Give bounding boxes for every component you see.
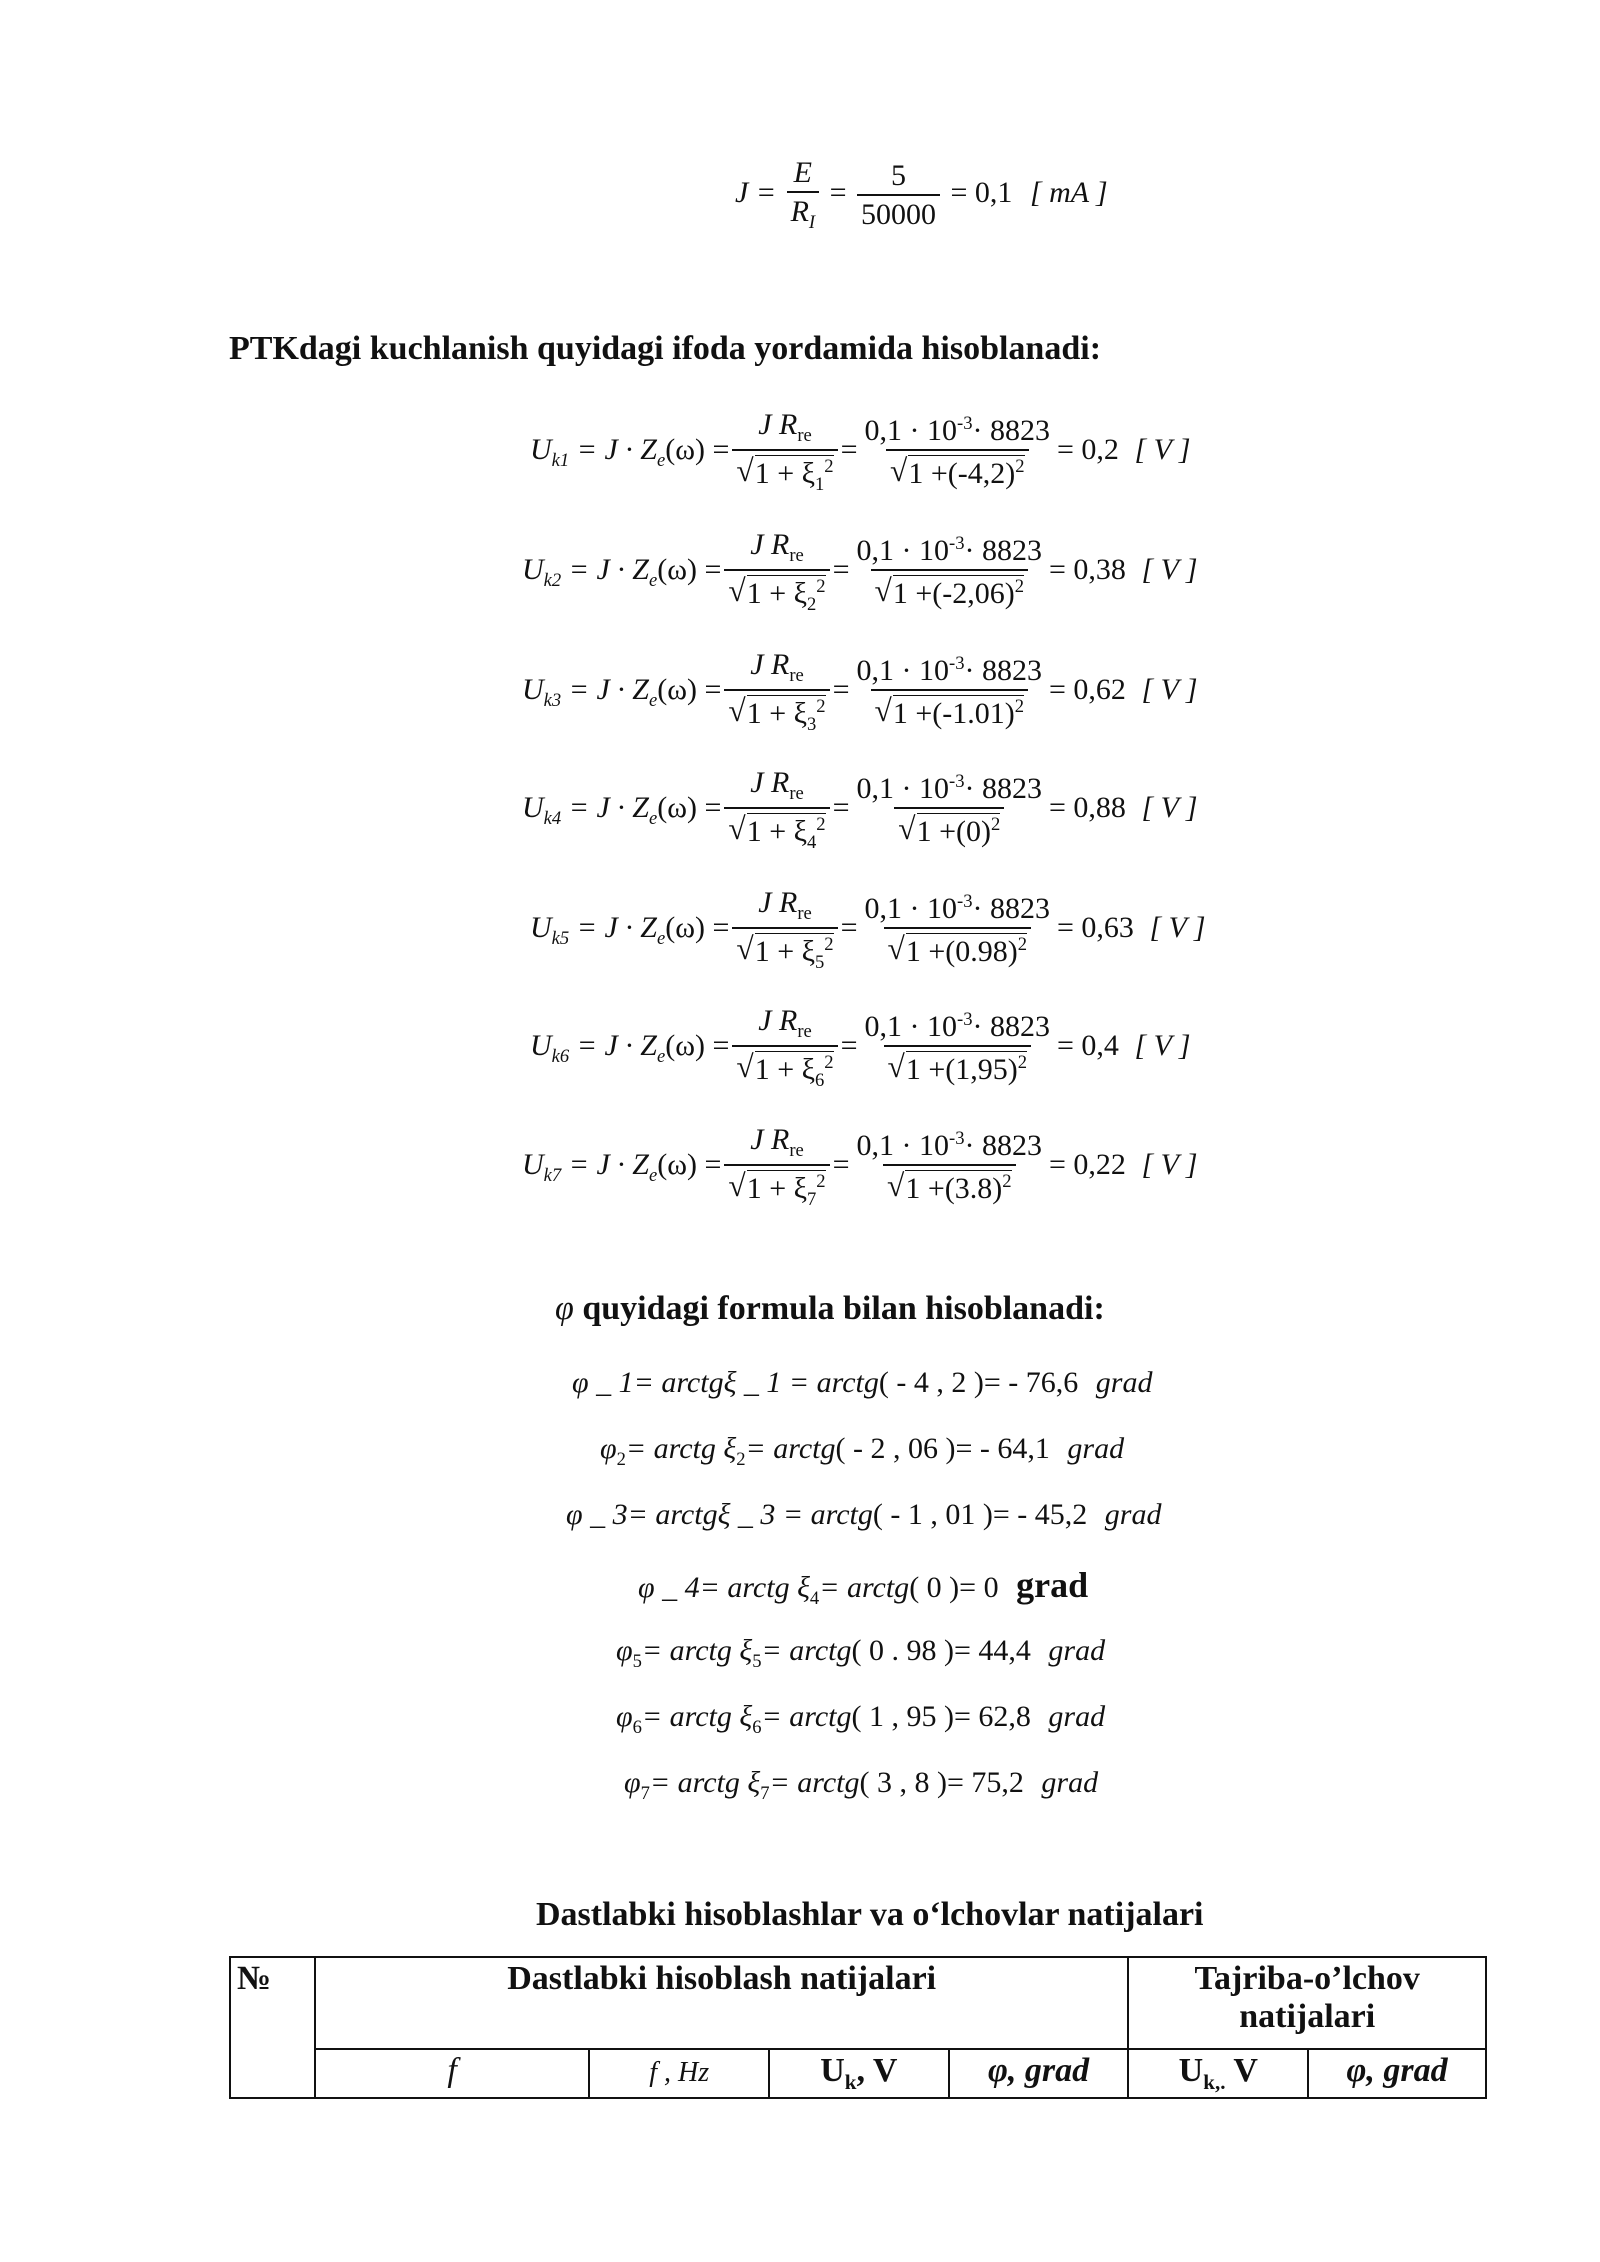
- results-table: [229, 1956, 1487, 2099]
- phi-formula-4: φ _ 4= arctg $\xi_4=$ arctg( 0 )= 0 grad: [638, 1565, 1089, 1609]
- uk-lhs: $U_{k2}$: [522, 552, 562, 591]
- phi-result: = 75,2: [946, 1766, 1024, 1799]
- phi-result: = 62,8: [953, 1700, 1031, 1733]
- phi2-grad-header: φ, grad: [1308, 2049, 1486, 2098]
- uk-frac2: $0,1 \cdot 10^{-3}\cdot 8823$ √ $1 +(0)^2$: [856, 771, 1043, 849]
- heading-phi: φ quyidagi formula bilan hisoblanadi:: [555, 1290, 1105, 1327]
- group1-header: Dastlabki hisoblash natijalari: [315, 1957, 1129, 2049]
- phi-symbol: φ: [555, 1290, 574, 1327]
- uk-unit: [ V ]: [1141, 790, 1198, 824]
- uk-frac2: $0,1 \cdot 10^{-3}\cdot 8823$ √ $1 +(0.98)^2$: [864, 891, 1051, 969]
- sqrt-icon: √: [728, 572, 746, 608]
- uk-unit: [ V ]: [1149, 910, 1206, 944]
- sqrt-icon: √: [887, 1168, 905, 1204]
- sqrt-icon: √: [898, 811, 916, 847]
- sqrt-icon: √: [736, 930, 754, 966]
- phi-grad-header: φ, grad: [949, 2049, 1129, 2098]
- uk-formula-3: $U_{k3} = J \cdot Z_e(\omega)$ = J $R_{re}$ √ $1 + \xi_3^2$ = $0,1 \cdot 10^{-3}\cdot 8823$ √ $1 +(-1.01)^2$ = 0,62 [ V ]: [522, 648, 1198, 735]
- uk-result: = 0,88: [1049, 790, 1126, 824]
- uk-frac2: $0,1 \cdot 10^{-3}\cdot 8823$ √ $1 +(-1.01)^2$: [856, 653, 1043, 731]
- uk-lhs: $U_{k6}$: [530, 1028, 570, 1067]
- uk-header: $U_k$, V: [769, 2049, 949, 2098]
- phi-unit: grad: [1016, 1565, 1089, 1605]
- uk-lhs: $U_{k5}$: [530, 910, 570, 949]
- uk-formula-7: $U_{k7} = J \cdot Z_e(\omega)$ = J $R_{re}$ √ $1 + \xi_7^2$ = $0,1 \cdot 10^{-3}\cdot 8823$ √ $1 +(3.8)^2$ = 0,22 [ V ]: [522, 1123, 1198, 1210]
- table-title: Dastlabki hisoblashlar va o‘lchovlar natijalari: [536, 1896, 1204, 1933]
- phi-result: = 0: [959, 1571, 999, 1604]
- phi-formula-3: φ _ 3= arctgξ _ 3 = arctg( - 1 , 01 )= - 45,2 grad: [566, 1498, 1162, 1531]
- uk-formula-6: $U_{k6} = J \cdot Z_e(\omega)$ = J $R_{re}$ √ $1 + \xi_6^2$ = $0,1 \cdot 10^{-3}\cdot 8823$ √ $1 +(1,95)^2$ = 0,4 [ V ]: [530, 1004, 1191, 1091]
- uk-frac1: J $R_{re}$ √ $1 + \xi_1^2$: [732, 410, 837, 494]
- phi-formula-7: $\varphi_7=$ arctg $\xi_7=$ arctg( 3 , 8 )= 75,2 grad: [624, 1766, 1099, 1804]
- uk-result: = 0,38: [1049, 552, 1126, 586]
- sqrt-icon: √: [890, 453, 908, 489]
- table-subheader-row: [230, 2049, 1486, 2098]
- uk-frac2: $0,1 \cdot 10^{-3}\cdot 8823$ √ $1 +(3.8)^2$: [856, 1128, 1043, 1206]
- uk-unit: [ V ]: [1141, 1147, 1198, 1181]
- phi-formula-6: $\varphi_6=$ arctg $\xi_6=$ arctg( 1 , 95 )= 62,8 grad: [616, 1700, 1106, 1738]
- f-header: f: [315, 2049, 589, 2098]
- phi-formula-2: $\varphi_2=$ arctg $\xi_2=$ arctg( - 2 , 06 )= - 64,1 grad: [600, 1432, 1125, 1470]
- phi-unit: grad: [1048, 1634, 1106, 1667]
- group2-header: Tajriba-o’lchov natijalari: [1128, 1957, 1486, 2049]
- sqrt-icon: √: [874, 693, 892, 729]
- uk-lhs: $U_{k4}$: [522, 790, 562, 829]
- uk-frac2: $0,1 \cdot 10^{-3}\cdot 8823$ √ $1 +(1,95)^2$: [864, 1009, 1051, 1087]
- uk-unit: [ V ]: [1134, 432, 1191, 466]
- heading-voltage: PTKdagi kuchlanish quyidagi ifoda yordamida hisoblanadi:: [229, 330, 1102, 367]
- uk-unit: [ V ]: [1141, 552, 1198, 586]
- formula-j-frac1: $\frac{E}{R_I}$: [787, 158, 820, 233]
- uk-result: = 0,63: [1057, 910, 1134, 944]
- phi-unit: grad: [1067, 1432, 1125, 1465]
- sqrt-icon: √: [736, 1048, 754, 1084]
- phi-formula-5: $\varphi_5=$ arctg $\xi_5=$ arctg( 0 . 98 )= 44,4 grad: [616, 1634, 1106, 1672]
- uk-frac1: J $R_{re}$ √ $1 + \xi_7^2$: [724, 1125, 829, 1209]
- formula-j-lhs: J =: [735, 176, 777, 210]
- uk-frac1: J $R_{re}$ √ $1 + \xi_2^2$: [724, 530, 829, 614]
- formula-j-unit: [ mA ]: [1029, 176, 1108, 210]
- phi-unit: grad: [1048, 1700, 1106, 1733]
- uk-lhs: $U_{k3}$: [522, 672, 562, 711]
- uk-unit: [ V ]: [1141, 672, 1198, 706]
- formula-j: J = $\frac{E}{R_I}$ = $\frac{5}{50000}$ = 0,1 [ mA ]: [735, 156, 1108, 233]
- phi-unit: grad: [1041, 1766, 1099, 1799]
- uk2-header: $U_{k,.}$ V: [1128, 2049, 1308, 2098]
- formula-j-frac2: $\frac{5}{50000}$: [857, 161, 940, 230]
- uk-result: = 0,2: [1057, 432, 1119, 466]
- phi-formula-1: φ _ 1= arctgξ _ 1 = arctg( - 4 , 2 )= - 76,6 grad: [572, 1366, 1153, 1399]
- uk-frac1: J $R_{re}$ √ $1 + \xi_5^2$: [732, 888, 837, 972]
- uk-formula-2: $U_{k2} = J \cdot Z_e(\omega)$ = J $R_{re}$ √ $1 + \xi_2^2$ = $0,1 \cdot 10^{-3}\cdot 8823$ √ $1 +(-2,06)^2$ = 0,38 [ V ]: [522, 528, 1198, 615]
- phi-unit: grad: [1095, 1366, 1153, 1399]
- sqrt-icon: √: [874, 573, 892, 609]
- uk-frac2: $0,1 \cdot 10^{-3}\cdot 8823$ √ $1 +(-4,2)^2$: [864, 413, 1051, 491]
- phi-unit: grad: [1104, 1498, 1162, 1531]
- uk-result: = 0,22: [1049, 1147, 1126, 1181]
- sqrt-icon: √: [728, 810, 746, 846]
- phi-result: = - 76,6: [983, 1366, 1079, 1399]
- sqrt-icon: √: [887, 931, 905, 967]
- phi-result: = 44,4: [953, 1634, 1031, 1667]
- uk-result: = 0,4: [1057, 1028, 1119, 1062]
- sqrt-icon: √: [728, 1167, 746, 1203]
- uk-frac1: J $R_{re}$ √ $1 + \xi_6^2$: [732, 1006, 837, 1090]
- table-header-row: [230, 1957, 1486, 2049]
- uk-frac1: J $R_{re}$ √ $1 + \xi_4^2$: [724, 768, 829, 852]
- phi-result: = - 64,1: [955, 1432, 1050, 1465]
- sqrt-icon: √: [887, 1049, 905, 1085]
- uk-formula-1: $U_{k1} = J \cdot Z_e(\omega)$ = J $R_{re}$ √ $1 + \xi_1^2$ = $0,1 \cdot 10^{-3}\cdot 8823$ √ $1 +(-4,2)^2$ = 0,2 [ V ]: [530, 408, 1191, 495]
- uk-formula-4: $U_{k4} = J \cdot Z_e(\omega)$ = J $R_{re}$ √ $1 + \xi_4^2$ = $0,1 \cdot 10^{-3}\cdot 8823$ √ $1 +(0)^2$ = 0,88 [ V ]: [522, 766, 1198, 853]
- sqrt-icon: √: [736, 452, 754, 488]
- uk-formula-5: $U_{k5} = J \cdot Z_e(\omega)$ = J $R_{re}$ √ $1 + \xi_5^2$ = $0,1 \cdot 10^{-3}\cdot 8823$ √ $1 +(0.98)^2$ = 0,63 [ V ]: [530, 886, 1206, 973]
- uk-result: = 0,62: [1049, 672, 1126, 706]
- f-hz-header: f , Hz: [589, 2049, 769, 2098]
- uk-unit: [ V ]: [1134, 1028, 1191, 1062]
- col-no-header: №: [230, 1957, 315, 2098]
- uk-frac1: J $R_{re}$ √ $1 + \xi_3^2$: [724, 650, 829, 734]
- uk-lhs: $U_{k7}$: [522, 1147, 562, 1186]
- uk-lhs: $U_{k1}$: [530, 432, 570, 471]
- sqrt-icon: √: [728, 692, 746, 728]
- uk-frac2: $0,1 \cdot 10^{-3}\cdot 8823$ √ $1 +(-2,06)^2$: [856, 533, 1043, 611]
- phi-result: = - 45,2: [992, 1498, 1088, 1531]
